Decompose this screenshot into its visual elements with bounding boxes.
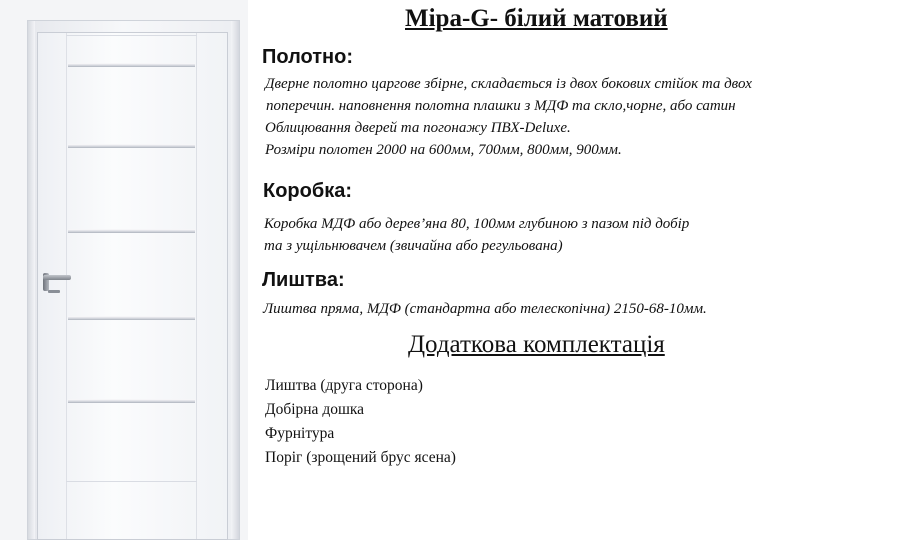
door-image xyxy=(0,0,248,540)
extras-list xyxy=(265,374,456,470)
door-leaf xyxy=(37,32,228,540)
section-heading-polotno: Полотно: xyxy=(262,46,354,68)
text-line: Дверне полотно царгове збірне, складається із двох бокових стійок та двох xyxy=(265,76,752,92)
text-line: Розміри полотен 2000 на 600мм, 700мм, 800мм, 900мм. xyxy=(265,142,622,158)
text-line: поперечин. наповнення полотна плашки з МДФ та скло,чорне, або сатин xyxy=(266,98,736,114)
list-item: Фурнітура xyxy=(265,425,335,442)
glass-strip xyxy=(68,144,195,147)
glass-strip xyxy=(68,229,195,232)
glass-strip xyxy=(68,316,195,319)
list-item: Добірна дошка xyxy=(265,401,365,418)
section-text-polotno xyxy=(263,73,752,161)
door-rail xyxy=(66,35,197,36)
extras-heading: Додаткова комплектація xyxy=(408,331,665,358)
glass-strip xyxy=(68,63,195,66)
list-item: Лиштва (друга сторона) xyxy=(265,377,423,394)
glass-strip xyxy=(68,399,195,402)
section-text-lyshtva xyxy=(263,298,707,320)
text-line: Коробка МДФ або дерев’яна 80, 100мм глубиною з пазом під добір xyxy=(264,216,690,232)
list-item: Поріг (зрощений брус ясена) xyxy=(265,449,456,466)
product-title: Міра-G- білий матовий xyxy=(405,5,668,32)
door-rail xyxy=(66,481,197,482)
text-line: Лиштва пряма, МДФ (стандартна або телескопічна) 2150-68-10мм. xyxy=(263,301,707,317)
frame-casing-left xyxy=(28,21,35,539)
section-heading-korobka: Коробка: xyxy=(263,180,353,202)
frame-casing-right xyxy=(231,21,239,539)
door-handle-icon xyxy=(43,275,71,280)
text-line: та з ущільнювачем (звичайна або регульована) xyxy=(264,238,563,254)
text-line: Облицювання дверей та погонажу ПВХ-Deluxe. xyxy=(265,120,571,136)
section-heading-lyshtva: Лиштва: xyxy=(262,269,345,291)
door-lock-plate xyxy=(48,290,60,293)
section-text-korobka xyxy=(264,213,689,257)
door-stile-right xyxy=(196,33,227,539)
